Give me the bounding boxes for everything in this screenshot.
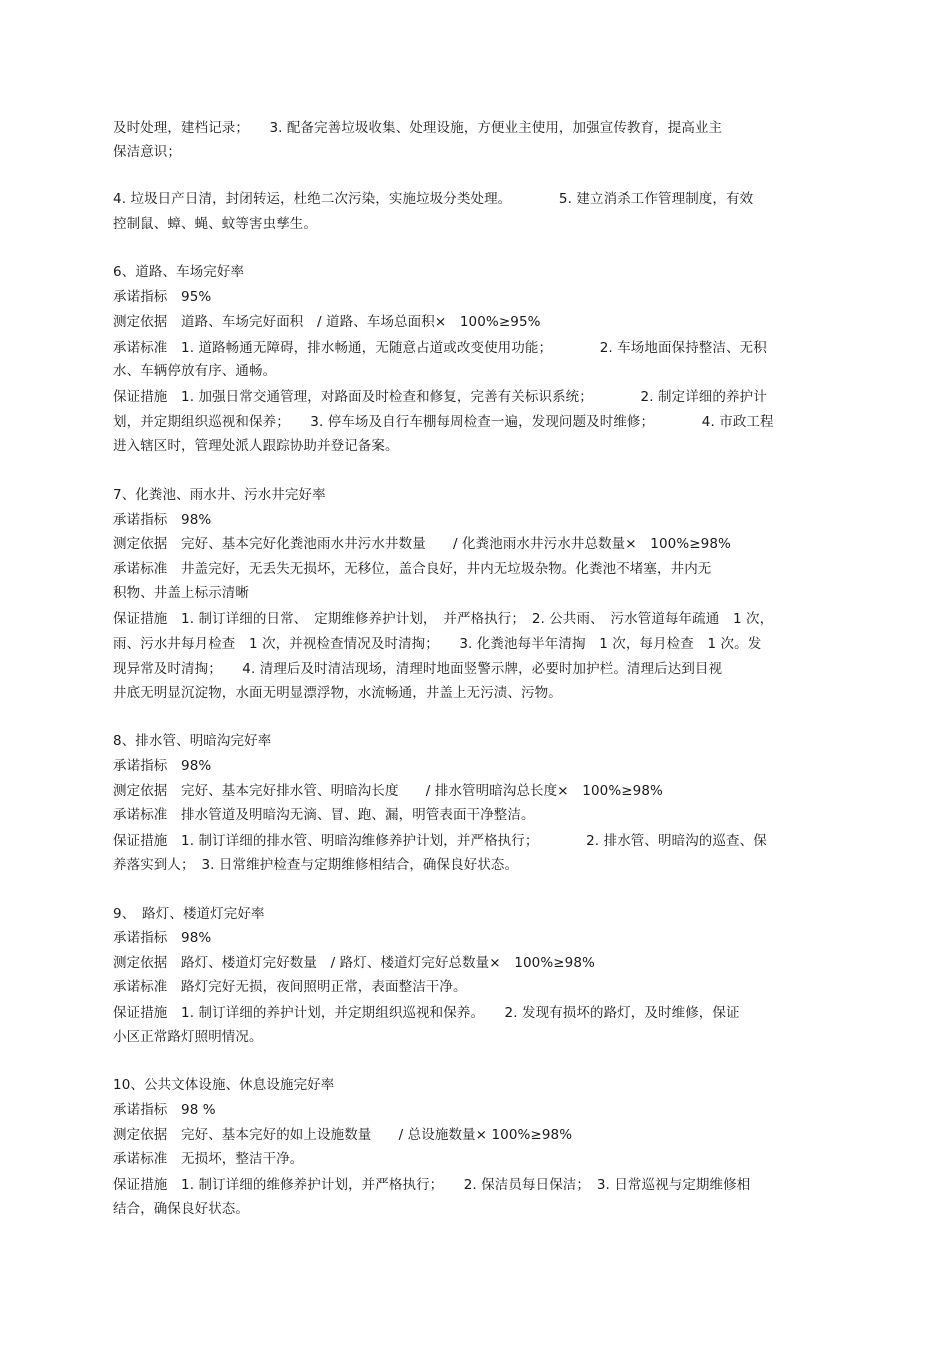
text-line: 承诺标准 无损坏，整洁干净。 xyxy=(113,1151,304,1167)
text-line: 测定依据 完好、基本完好排水管、明暗沟长度 / 排水管明暗沟总长度× 100%≥98% xyxy=(113,783,663,799)
text-line: 保证措施 1. 加强日常交通管理，对路面及时检查和修复，完善有关标识系统； 2. 制定详细的养护计 xyxy=(113,389,767,405)
section-heading: 6、道路、车场完好率 xyxy=(113,264,245,280)
text-line: 控制鼠、蟑、蝇、蚊等害虫孳生。 xyxy=(113,216,317,232)
text-line: 保证措施 1. 制订详细的日常、 定期维修养护计划， 并严格执行； 2. 公共雨、 污水管道每年疏通 1 次， xyxy=(113,611,774,627)
text-line: 雨、污水井每月检查 1 次，并视检查情况及时清掏； 3. 化粪池每半年清掏 1 次，每月检查 1 次。发 xyxy=(113,636,762,652)
text-line: 现异常及时清掏； 4. 清理后及时清洁现场，清理时地面竖警示牌，必要时加护栏。清理后达到目视 xyxy=(113,661,723,677)
text-line: 承诺标准 路灯完好无损，夜间照明正常，表面整洁干净。 xyxy=(113,979,467,995)
text-line: 小区正常路灯照明情况。 xyxy=(113,1029,263,1045)
text-line: 保证措施 1. 制订详细的维修养护计划，并严格执行； 2. 保洁员每日保洁； 3. 日常巡视与定期维修相 xyxy=(113,1177,751,1193)
text-line: 水、车辆停放有序、通畅。 xyxy=(113,363,277,379)
text-line: 测定依据 道路、车场完好面积 / 道路、车场总面积× 100%≥95% xyxy=(113,314,541,330)
section-heading: 7、化粪池、雨水井、污水井完好率 xyxy=(113,487,326,503)
text-line: 测定依据 完好、基本完好化粪池雨水井污水井数量 / 化粪池雨水井污水井总数量× 100%≥98% xyxy=(113,536,731,552)
text-line: 积物、井盖上标示清晰 xyxy=(113,585,249,601)
text-line: 承诺指标 98 % xyxy=(113,1102,216,1118)
section-heading: 9、 路灯、楼道灯完好率 xyxy=(113,906,265,922)
text-line: 保洁意识； xyxy=(113,144,181,160)
text-line: 测定依据 完好、基本完好的如上设施数量 / 总设施数量× 100%≥98% xyxy=(113,1127,573,1143)
text-line: 承诺指标 98% xyxy=(113,512,212,528)
text-line: 保证措施 1. 制订详细的养护计划，并定期组织巡视和保养。 2. 发现有损坏的路灯，及时维修，保证 xyxy=(113,1005,740,1021)
text-line: 承诺指标 98% xyxy=(113,930,212,946)
text-line: 保证措施 1. 制订详细的排水管、明暗沟维修养护计划，并严格执行； 2. 排水管、明暗沟的巡查、保 xyxy=(113,833,767,849)
text-line: 及时处理，建档记录； 3. 配备完善垃圾收集、处理设施，方便业主使用，加强宣传教育，提高业主 xyxy=(113,120,723,136)
text-line: 承诺指标 95% xyxy=(113,289,212,305)
section-heading: 10、公共文体设施、休息设施完好率 xyxy=(113,1077,335,1093)
text-line: 承诺指标 98% xyxy=(113,758,212,774)
text-line: 4. 垃圾日产日清，封闭转运，杜绝二次污染，实施垃圾分类处理。 5. 建立消杀工作管理制度，有效 xyxy=(113,191,754,207)
text-line: 养落实到人； 3. 日常维护检查与定期维修相结合，确保良好状态。 xyxy=(113,857,519,873)
text-line: 结合，确保良好状态。 xyxy=(113,1201,249,1217)
text-line: 承诺标准 排水管道及明暗沟无滴、冒、跑、漏，明管表面干净整洁。 xyxy=(113,807,535,823)
section-heading: 8、排水管、明暗沟完好率 xyxy=(113,733,272,749)
text-line: 测定依据 路灯、楼道灯完好数量 / 路灯、楼道灯完好总数量× 100%≥98% xyxy=(113,955,595,971)
text-line: 承诺标准 井盖完好，无丢失无损坏，无移位，盖合良好，井内无垃圾杂物。化粪池不堵塞，井内无 xyxy=(113,561,712,577)
text-line: 井底无明显沉淀物，水面无明显漂浮物，水流畅通，井盖上无污渍、污物。 xyxy=(113,685,562,701)
text-line: 承诺标准 1. 道路畅通无障碍，排水畅通，无随意占道或改变使用功能； 2. 车场地面保持整洁、无积 xyxy=(113,340,767,356)
text-line: 进入辖区时，管理处派人跟踪协助并登记备案。 xyxy=(113,438,399,454)
text-line: 划，并定期组织巡视和保养； 3. 停车场及自行车棚每周检查一遍，发现问题及时维修； 4. 市政工程 xyxy=(113,414,774,430)
